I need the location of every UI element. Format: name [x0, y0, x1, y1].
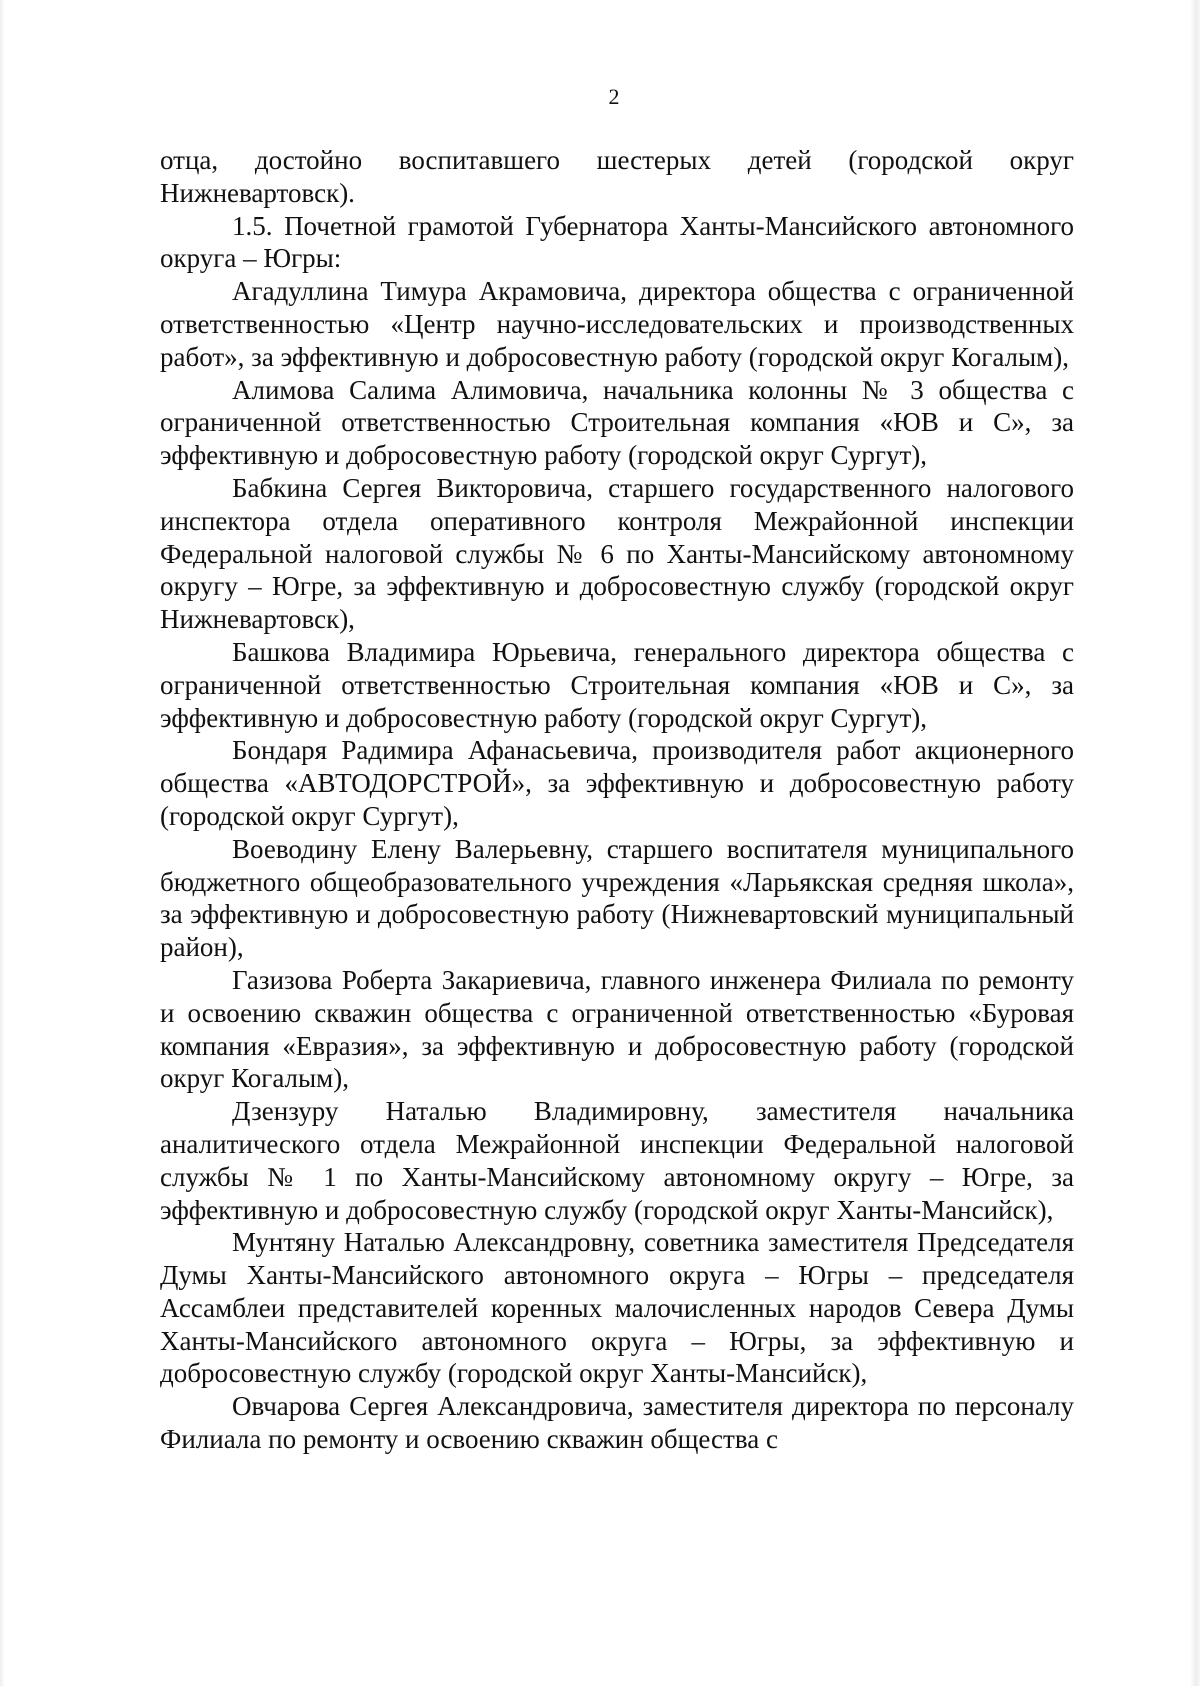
award-entry: Бондаря Радимира Афанасьевича, производителя работ акционерного общества «АВТОДОРСТРОЙ», за эффективную и добросовестную работу (городской округ Сургут),	[160, 735, 1074, 831]
scan-edge-right	[1190, 0, 1200, 1686]
award-entry: Дзензуру Наталью Владимировну, заместителя начальника аналитического отдела Межрайонной инспекции Федеральной налоговой службы № 1 по Ханты-Мансийскому автономному округу – Югре, за эффективную и добросовестную службу (городской округ Ханты-Мансийск),	[160, 1096, 1074, 1225]
award-entry: Мунтяну Наталью Александровну, советника заместителя Председателя Думы Ханты-Мансийского автономного округа – Югры – председателя Ассамблеи представителей коренных малочисленных народов Севера Думы Ханты-Мансийского автономного округа – Югры, за эффективную и добросовестную службу (городской округ Ханты-Мансийск),	[160, 1227, 1074, 1389]
award-entry: Агадуллина Тимура Акрамовича, директора общества с ограниченной ответственностью «Центр научно-исследовательских и производственных работ», за эффективную и добросовестную работу (городской округ Когалым),	[160, 276, 1074, 372]
award-entry: Алимова Салима Алимовича, начальника колонны № 3 общества с ограниченной ответственностью Строительная компания «ЮВ и С», за эффективную и добросовестную работу (городской округ Сургут),	[160, 374, 1074, 471]
award-entry: Воеводину Елену Валерьевну, старшего воспитателя муниципального бюджетного общеобразовательного учреждения «Ларьякская средняя школа», за эффективную и добросовестную работу (Нижневартовский муниципальный район),	[160, 833, 1074, 963]
page-number: 2	[608, 84, 620, 109]
award-entry: Башкова Владимира Юрьевича, генерального директора общества с ограниченной ответственностью Строительная компания «ЮВ и С», за эффективную и добросовестную работу (городской округ Сургут),	[160, 636, 1074, 733]
paragraph-continuation: отца, достойно воспитавшего шестерых детей (городской округ Нижневартовск).	[160, 145, 1074, 208]
document-body	[160, 144, 1074, 1456]
scan-edge-left	[0, 0, 5, 1686]
award-entry: Газизова Роберта Закариевича, главного инженера Филиала по ремонту и освоению скважин общества с ограниченной ответственностью «Буровая компания «Евразия», за эффективную и добросовестную работу (городской округ Когалым),	[160, 964, 1074, 1094]
award-entry-truncated: Овчарова Сергея Александровича, заместителя директора по персоналу Филиала по ремонту и освоению скважин общества с	[160, 1391, 1074, 1455]
award-entry: Бабкина Сергея Викторовича, старшего государственного налогового инспектора отдела оперативного контроля Межрайонной инспекции Федеральной налоговой службы № 6 по Ханты-Мансийскому автономному округу – Югре, за эффективную и добросовестную службу (городской округ Нижневартовск),	[160, 472, 1074, 635]
section-heading-1-5: 1.5. Почетной грамотой Губернатора Ханты-Мансийского автономного округа – Югры:	[160, 210, 1074, 274]
